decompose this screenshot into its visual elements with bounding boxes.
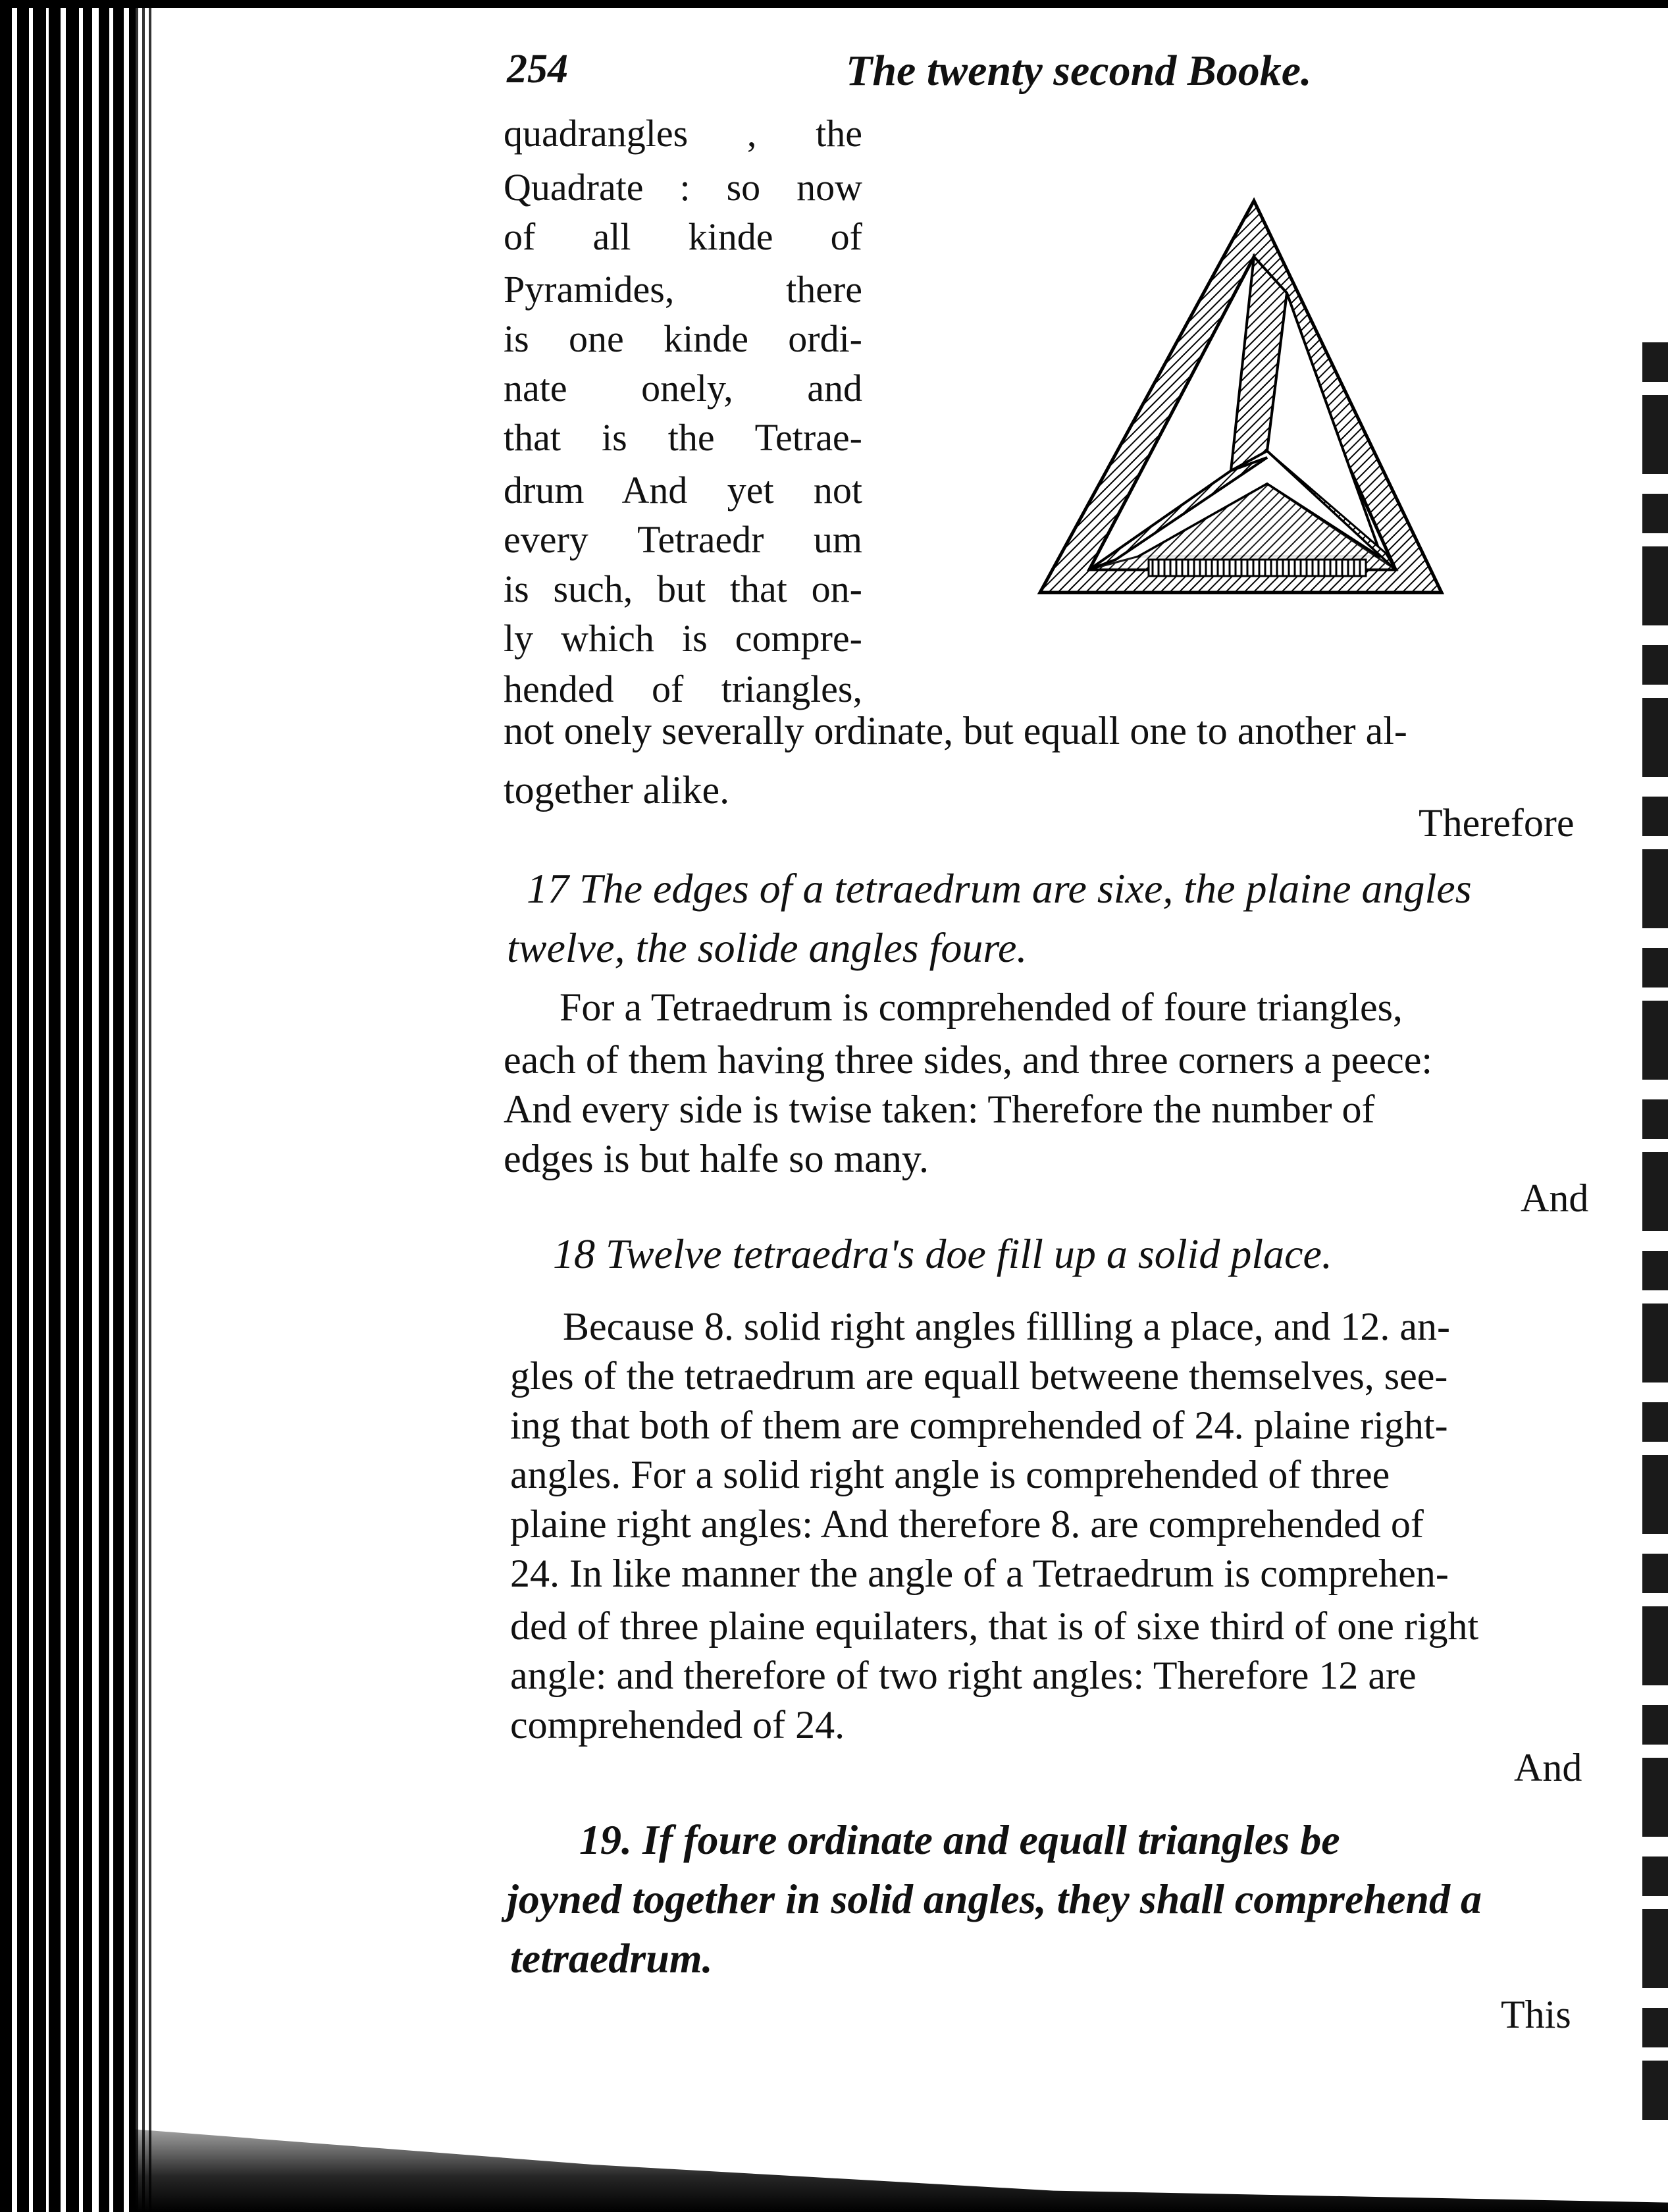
text-line: that is the Tetrae- xyxy=(504,416,862,459)
running-title: The twenty second Booke. xyxy=(846,47,1312,95)
text-line: angles. For a solid right angle is comprehended of three xyxy=(510,1453,1390,1496)
text-line: is one kinde ordi- xyxy=(504,317,862,360)
proposition-19: joyned together in solid angles, they shall comprehend a xyxy=(507,1876,1482,1922)
text-line: hended of triangles, xyxy=(504,668,862,710)
book-spine-edge xyxy=(136,0,155,2212)
text-line: ing that both of them are comprehended of 24. plaine right- xyxy=(510,1404,1448,1447)
text-line: For a Tetraedrum is comprehended of foure triangles, xyxy=(560,986,1403,1029)
text-line: Quadrate : so now xyxy=(504,166,862,209)
catchword: This xyxy=(1501,1993,1571,2036)
text-line: angle: and therefore of two right angles: Therefore 12 are xyxy=(510,1654,1417,1697)
text-line: 24. In like manner the angle of a Tetraedrum is comprehen- xyxy=(510,1552,1449,1595)
text-line: ly which is compre- xyxy=(504,617,862,660)
proposition-18: 18 Twelve tetraedra's doe fill up a solid place. xyxy=(553,1230,1332,1277)
text-line: drum And yet not xyxy=(504,469,862,512)
text-line: every Tetraedr um xyxy=(504,518,862,561)
page-right-edge xyxy=(1642,342,1668,2120)
page-header xyxy=(507,46,1442,105)
text-line: gles of the tetraedrum are equall betweene themselves, see- xyxy=(510,1354,1448,1398)
text-line: And every side is twise taken: Therefore the number of xyxy=(504,1088,1375,1131)
text-line: ded of three plaine equilaters, that is of sixe third of one right xyxy=(510,1604,1479,1648)
proposition-19: tetraedrum. xyxy=(510,1935,713,1982)
catchword: Therefore xyxy=(1419,801,1575,845)
tetraedrum-figure xyxy=(1027,194,1455,602)
proposition-19: 19. If foure ordinate and equall triangles be xyxy=(579,1816,1340,1863)
text-line: each of them having three sides, and three corners a peece: xyxy=(504,1038,1432,1082)
text-line: comprehended of 24. xyxy=(510,1703,845,1747)
text-line: plaine right angles: And therefore 8. are comprehended of xyxy=(510,1502,1424,1546)
text-line: Pyramides, there xyxy=(504,268,862,311)
text-line: Because 8. solid right angles fillling a place, and 12. an- xyxy=(563,1305,1450,1348)
page-top-edge xyxy=(0,0,1668,8)
text-line: quadrangles , the xyxy=(504,112,862,155)
text-line: of all kinde of xyxy=(504,215,862,258)
page-bottom-shadow xyxy=(132,2094,1668,2212)
text-line: edges is but halfe so many. xyxy=(504,1137,929,1180)
proposition-17: twelve, the solide angles foure. xyxy=(507,924,1028,971)
text-line: not onely severally ordinate, but equall one to another al- xyxy=(504,709,1407,752)
page-number: 254 xyxy=(507,47,568,92)
catchword: And xyxy=(1521,1176,1589,1220)
proposition-17: 17 The edges of a tetraedrum are sixe, the plaine angles xyxy=(527,865,1472,912)
text-line: together alike. xyxy=(504,768,730,812)
catchword: And xyxy=(1514,1746,1582,1789)
text-line: nate onely, and xyxy=(504,367,862,409)
text-line: is such, but that on- xyxy=(504,567,862,610)
